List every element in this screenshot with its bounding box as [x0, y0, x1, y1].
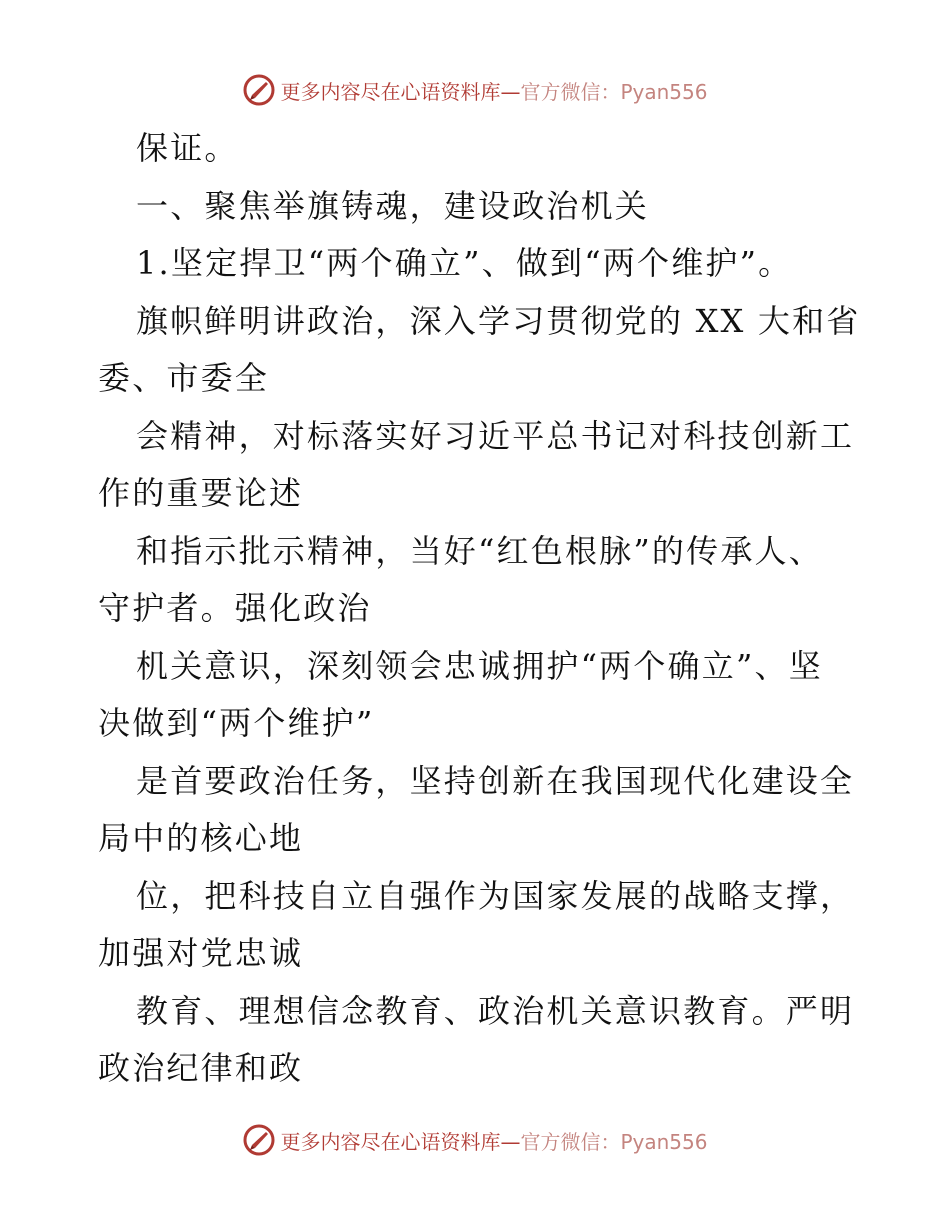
- watermark-main-text: 更多内容尽在心语资料库: [280, 79, 501, 104]
- watermark-contact-text: 官方微信：Pyan556: [520, 1129, 708, 1154]
- text-line: 旗帜鲜明讲政治，深入学习贯彻党的 XX 大和省: [136, 301, 861, 340]
- pen-logo-icon: [242, 73, 276, 107]
- watermark-dash: —: [500, 1129, 521, 1154]
- text-line: 和指示批示精神，当好“红色根脉”的传承人、: [136, 531, 823, 570]
- watermark-main-text: 更多内容尽在心语资料库: [280, 1129, 501, 1154]
- text-line: 局中的核心地: [98, 819, 304, 857]
- watermark-dash: —: [500, 79, 521, 104]
- text-line: 作的重要论述: [98, 474, 304, 512]
- text-line: 加强对党忠诚: [98, 934, 304, 972]
- pen-logo-icon: [242, 1123, 276, 1157]
- text-line: 会精神，对标落实好习近平总书记对科技创新工: [136, 416, 855, 455]
- text-line: 政治纪律和政: [98, 1049, 304, 1087]
- text-line: 教育、理想信念教育、政治机关意识教育。严明: [136, 991, 855, 1030]
- text-line: 是首要政治任务，坚持创新在我国现代化建设全: [136, 761, 855, 800]
- footer-watermark: [0, 1120, 950, 1160]
- text-line: 保证。: [136, 129, 239, 167]
- subsection-heading: 1.坚定捍卫“两个确立”、做到“两个维护”。: [136, 244, 793, 282]
- header-watermark: [0, 70, 950, 110]
- text-line: 位，把科技自立自强作为国家发展的战略支撑，: [136, 876, 855, 915]
- text-line: 机关意识，深刻领会忠诚拥护“两个确立”、坚: [136, 646, 823, 685]
- section-heading: 一、聚焦举旗铸魂，建设政治机关: [136, 186, 650, 225]
- document-body: [98, 120, 861, 1098]
- watermark-contact-text: 官方微信：Pyan556: [520, 79, 708, 104]
- text-line: 决做到“两个维护”: [98, 704, 375, 742]
- text-line: 委、市委全: [98, 359, 270, 397]
- text-line: 守护者。强化政治: [98, 589, 372, 627]
